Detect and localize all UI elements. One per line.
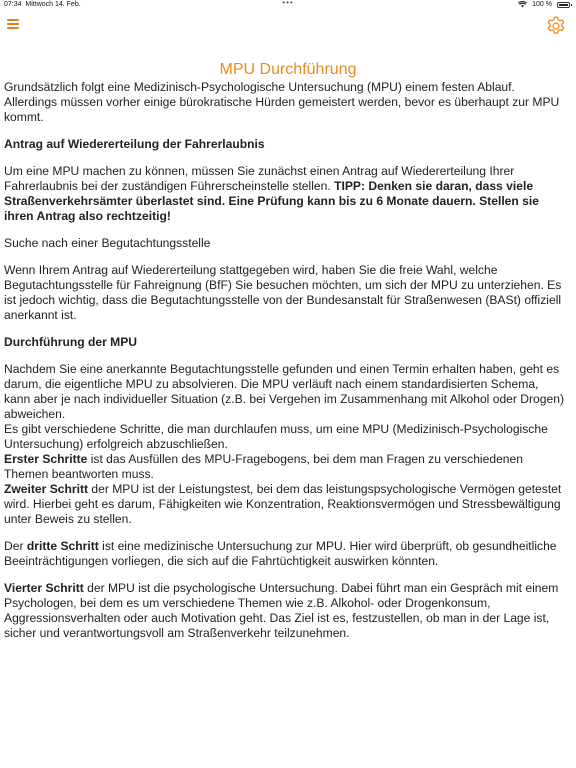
durchfuehrung-paragraph-1: Nachdem Sie eine anerkannte Begutachtungsstelle gefunden und einen Termin erhalten haben, geht es darum, die eigentliche MPU zu absolvieren. Die MPU verläuft nach einem standardisierten Schema, kann aber je nach individueller Situation (z.B. bei Vergehen im Zusammenhang mit Alkohol oder Drogen) abweichen. <box>4 362 564 421</box>
heading-antrag: Antrag auf Wiedererteilung der Fahrerlaubnis <box>4 137 265 151</box>
wifi-icon <box>518 1 527 8</box>
status-bar <box>0 0 576 10</box>
step4-text: der MPU ist die psychologische Untersuchung. Dabei führt man ein Gespräch mit einem Psychologen, bei dem es um verschiedene Themen wie z.B. Alkohol- oder Drogenkonsum, Aggressionsverhalten oder auch Motivation geht. Das Ziel ist es, festzustellen, ob man in der Lage ist, sicher und verantwortungsvoll am Straßenverkehr teilzunehmen. <box>4 581 559 640</box>
step3-prefix: Der <box>4 539 27 553</box>
antrag-paragraph <box>4 164 566 224</box>
step4-label: Vierter Schritt <box>4 581 84 595</box>
antrag-tip: TIPP: Denken sie daran, dass viele Straßenverkehrsämter überlastet sind. Eine Prüfung kann bis zu 6 Monate dauern. Stellen sie ihren Antrag also rechtzeitig! <box>4 179 539 223</box>
step4-paragraph <box>4 581 566 641</box>
multitasking-dots-icon[interactable]: ••• <box>282 0 294 7</box>
article-content <box>4 80 566 653</box>
status-right <box>518 1 570 8</box>
step3-text: ist eine medizinische Untersuchung zur MPU. Hier wird überprüft, ob gesundheitliche Beeinträchtigungen vorliegen, die sich auf die Fahrtüchtigkeit auswirken könnten. <box>4 539 557 568</box>
battery-icon <box>557 2 570 8</box>
step2-paragraph <box>4 482 566 527</box>
step3-label: dritte Schritt <box>26 539 99 553</box>
step1-paragraph <box>4 452 566 482</box>
battery-percent: 100 % <box>532 1 552 8</box>
status-time: 07:34 <box>4 1 22 8</box>
page-title: MPU Durchführung <box>219 60 357 78</box>
intro-paragraph: Grundsätzlich folgt eine Medizinisch-Psychologische Untersuchung (MPU) einem festen Ablauf. Allerdings müssen vorher einige bürokratische Hürden gemeistert werden, bevor es überhaupt zur MPU kommt. <box>4 80 560 124</box>
heading-durchfuehrung: Durchführung der MPU <box>4 335 138 349</box>
step1-text: ist das Ausfüllen des MPU-Fragebogens, bei dem man Fragen zu verschiedenen Themen beantworten muss. <box>4 452 523 481</box>
suche-paragraph: Wenn Ihrem Antrag auf Wiedererteilung stattgegeben wird, haben Sie die freie Wahl, welche Begutachtungsstelle für Fahreignung (BfF) Sie besuchen möchten, um sich der MPU zu unterziehen. Es ist jedoch wichtig, dass die Begutachtungsstelle von der Bundesanstalt für Straßenwesen (BASt) offiziell anerkannt ist. <box>4 263 562 322</box>
heading-suche: Suche nach einer Begutachtungsstelle <box>4 236 211 250</box>
status-time-date <box>4 1 81 8</box>
status-date: Mittwoch 14. Feb. <box>25 1 81 8</box>
step2-text: der MPU ist der Leistungstest, bei dem das leistungspsychologische Vermögen getestet wird. Hierbei geht es darum, Fähigkeiten wie Konzentration, Reaktionsvermögen und Stressbewältigung unter Beweis zu stellen. <box>4 482 562 526</box>
step1-label: Erster Schritte <box>4 452 88 466</box>
step2-label: Zweiter Schritt <box>4 482 89 496</box>
gear-icon[interactable] <box>545 15 567 37</box>
durchfuehrung-paragraph-2: Es gibt verschiedene Schritte, die man durchlaufen muss, um eine MPU (Medizinisch-Psychologische Untersuchung) erfolgreich abzuschließen. <box>4 422 548 451</box>
hamburger-icon[interactable] <box>7 18 21 32</box>
step3-paragraph <box>4 539 566 569</box>
antrag-text: Um eine MPU machen zu können, müssen Sie zunächst einen Antrag auf Wiedererteilung Ihrer Fahrerlaubnis bei der zuständigen Führerscheinstelle stellen. <box>4 164 515 193</box>
